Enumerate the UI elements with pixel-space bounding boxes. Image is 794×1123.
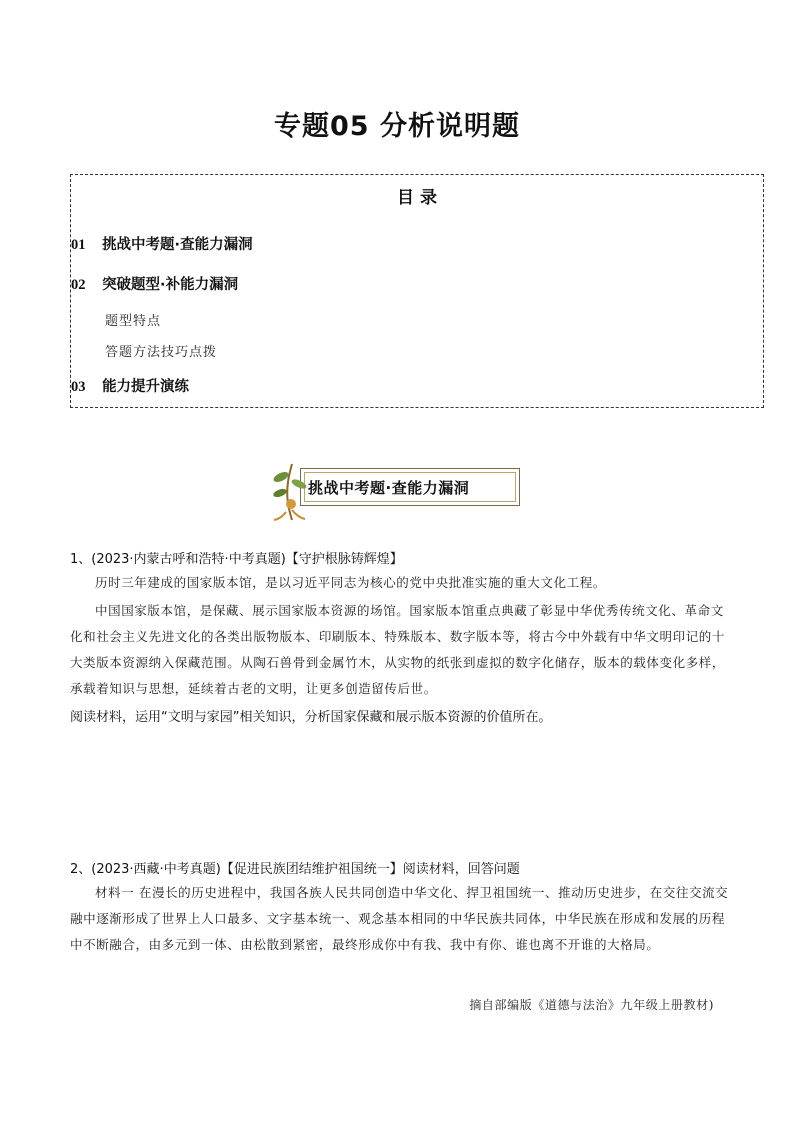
question-2-material-1: 材料一 在漫长的历史进程中，我国各族人民共同创造中华文化、捍卫祖国统一、推动历史进步，在交往交流交融中逐渐形成了世界上人口最多、文字基本统一、观念基本相同的中华民族共同体，中华民族在形成和发展的历程中不断融合，由多元到一体、由松散到紧密，最终形成你中有我、我中有你、谁也离不开谁的大格局。 bbox=[70, 885, 729, 952]
table-of-contents bbox=[70, 174, 764, 408]
toc-item-01[interactable] bbox=[71, 233, 253, 254]
question-2-header: 2、(2023·西藏·中考真题)【促进民族团结维护祖国统一】阅读材料，回答问题 bbox=[70, 862, 520, 877]
toc-item-02[interactable] bbox=[71, 273, 238, 294]
toc-item-03[interactable] bbox=[71, 375, 189, 396]
section-banner bbox=[270, 462, 530, 522]
toc-subitem-methods[interactable]: 答题方法技巧点拨 bbox=[105, 345, 218, 360]
question-1-paragraph-2: 中国国家版本馆，是保藏、展示国家版本资源的场馆。国家版本馆重点典藏了彰显中华优秀传统文化、革命文化和社会主义先进文化的各类出版物版本、印刷版本、特殊版本、数字版本等，将古今中外载有中华文明印记的十大类版本资源纳入保藏范围。从陶石兽骨到金属竹木，从实物的纸张到虚拟的数字化储存，版本的载体变化多样，承载着知识与思想，延续着古老的文明，让更多创造留传后世。 bbox=[70, 603, 726, 696]
toc-item-number: 01 bbox=[71, 237, 86, 253]
toc-item-label: 挑战中考题·查能力漏洞 bbox=[102, 237, 253, 253]
banner-title: 挑战中考题·查能力漏洞 bbox=[308, 479, 470, 497]
question-1-paragraph-1: 历时三年建成的国家版本馆，是以习近平同志为核心的党中央批准实施的重大文化工程。 bbox=[95, 575, 606, 590]
toc-item-label: 突破题型·补能力漏洞 bbox=[102, 277, 239, 293]
toc-item-number: 03 bbox=[71, 379, 86, 395]
page-title: 专题05 分析说明题 bbox=[274, 111, 520, 142]
toc-item-number: 02 bbox=[71, 277, 86, 293]
toc-item-label: 能力提升演练 bbox=[102, 379, 190, 395]
question-1-header: 1、(2023·内蒙古呼和浩特·中考真题)【守护根脉铸辉煌】 bbox=[70, 552, 403, 567]
toc-heading: 目 录 bbox=[397, 188, 437, 208]
question-1-prompt: 阅读材料，运用“文明与家园”相关知识，分析国家保藏和展示版本资源的价值所在。 bbox=[70, 710, 552, 725]
plant-icon bbox=[270, 462, 310, 522]
toc-subitem-features[interactable]: 题型特点 bbox=[105, 314, 162, 329]
material-credit: 摘自部编版《道德与法治》九年级上册教材) bbox=[469, 998, 714, 1012]
